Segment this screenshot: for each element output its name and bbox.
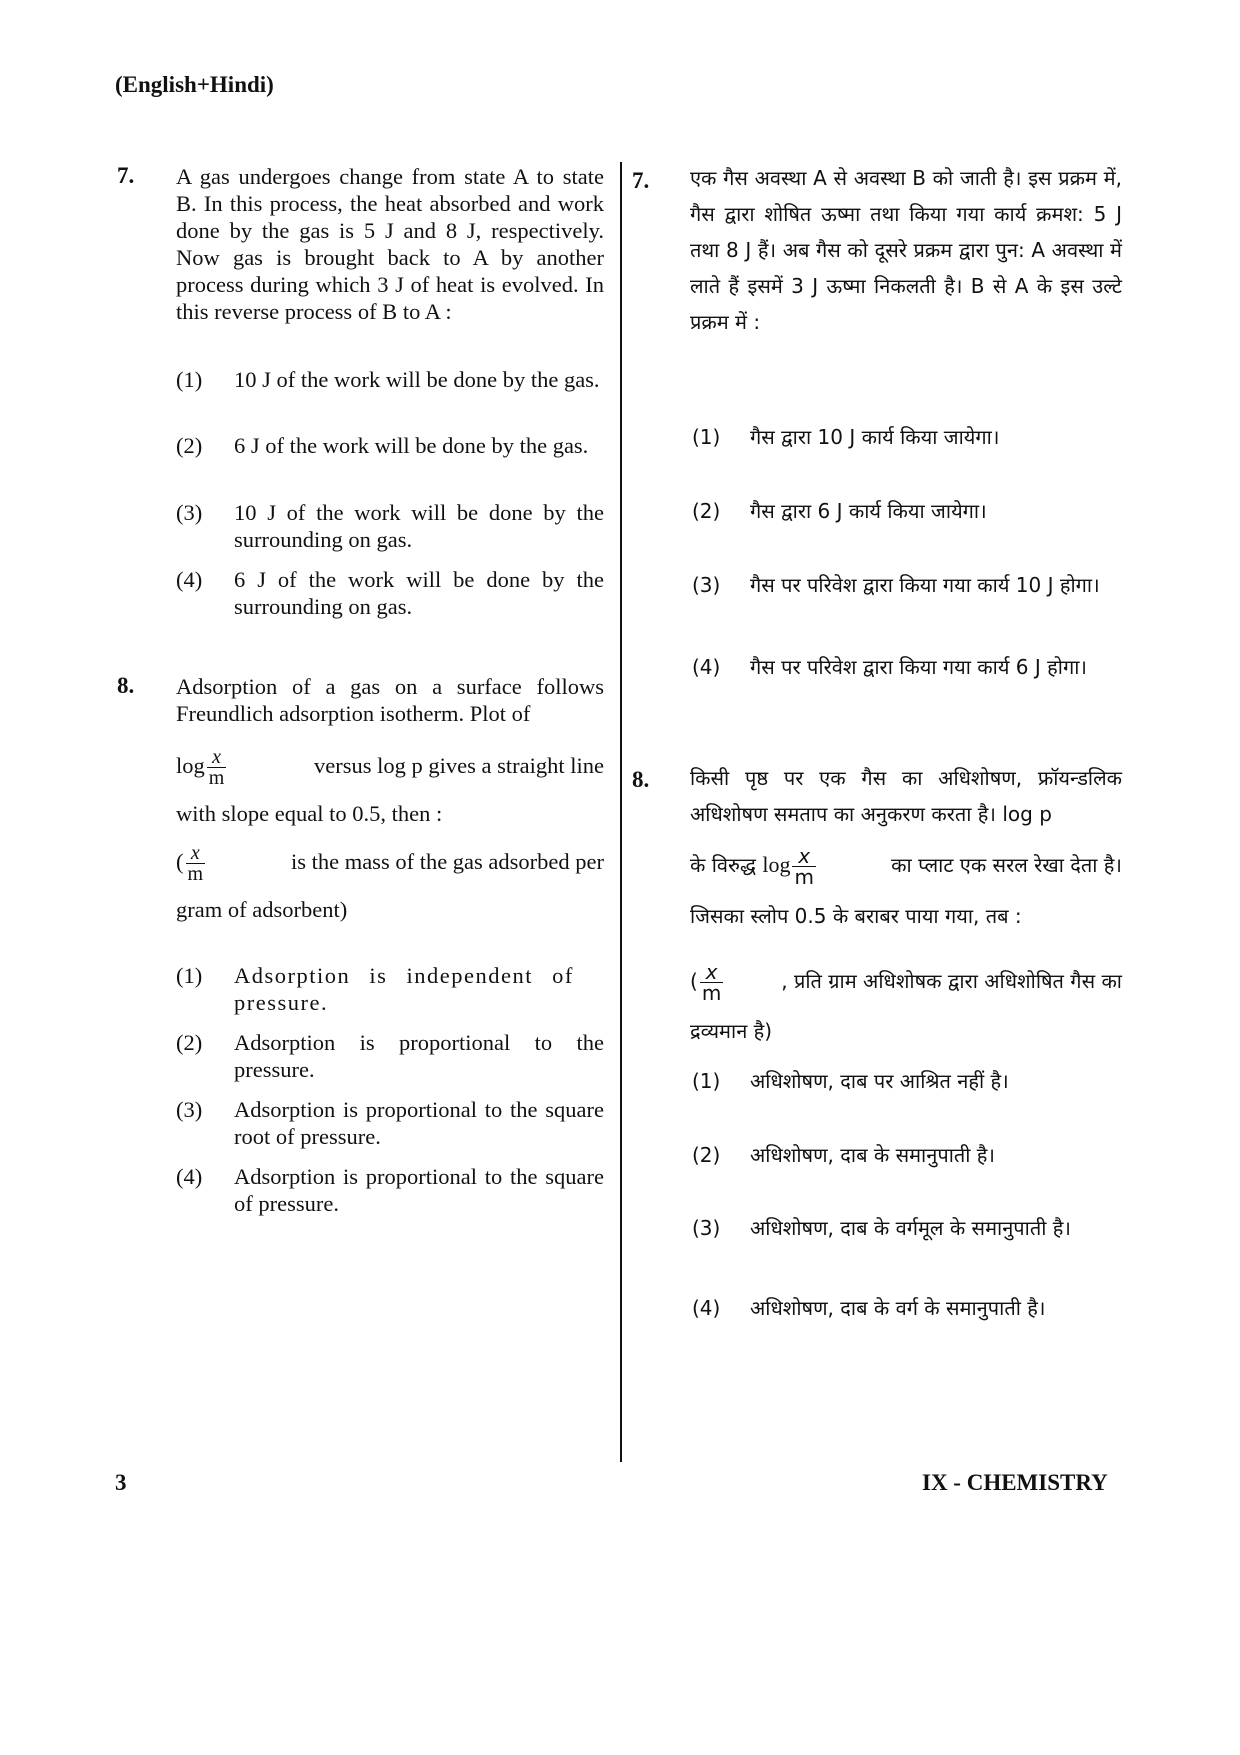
hi-q8-note-frac-denominator: m — [701, 981, 722, 1005]
hi-q7-option-1-text: गैस द्वारा 10 J कार्य किया जायेगा। — [750, 425, 1000, 449]
en-q8-note-frac-denominator: m — [187, 863, 204, 886]
en-q7-option-1-text: 10 J of the work will be done by the gas. — [234, 367, 600, 392]
en-q7-option-2-number: (2) — [176, 433, 203, 458]
en-q7-option-3-number: (3) — [176, 500, 203, 525]
en-q7-number: 7. — [117, 163, 135, 188]
hi-q8-note-text-end: द्रव्यमान है) — [690, 1019, 773, 1043]
hi-q7-option-2-text: गैस द्वारा 6 J कार्य किया जायेगा। — [750, 499, 987, 523]
hi-q7-option-4-text: गैस पर परिवेश द्वारा किया गया कार्य 6 J होगा। — [750, 655, 1087, 679]
hi-q8-plot-text: का प्लाट एक सरल रेखा देता है। — [891, 853, 1122, 877]
en-q8-slope-text: with slope equal to 0.5, then : — [176, 801, 443, 826]
en-q8-option-4-text: Adsorption is proportional to the square of pressure. — [234, 1164, 604, 1216]
en-q7-option-3-text: 10 J of the work will be done by the surrounding on gas. — [234, 500, 604, 552]
hi-q7-number: 7. — [632, 168, 650, 193]
en-q7-option-4-number: (4) — [176, 567, 203, 592]
hi-q8-option-3-number: (3) — [692, 1216, 721, 1240]
en-q8-text: Adsorption of a gas on a surface follows Freundlich adsorption isotherm. Plot of — [176, 674, 604, 726]
hi-q8-slope-text: जिसका स्लोप 0.5 के बराबर पाया गया, तब : — [690, 904, 1022, 928]
hi-q8-option-2-number: (2) — [692, 1143, 721, 1167]
hi-q8-note-paren: ( — [690, 969, 698, 993]
hi-q8-against-text: के विरुद्ध — [690, 853, 756, 877]
en-q8-option-3-text: Adsorption is proportional to the square root of pressure. — [234, 1097, 604, 1149]
hi-q7-option-3-number: (3) — [692, 573, 721, 597]
hi-q8-log-label: log — [762, 852, 791, 877]
en-q8-plot-line — [176, 742, 604, 790]
hi-q8-option-4-text: अधिशोषण, दाब के वर्ग के समानुपाती है। — [750, 1296, 1046, 1320]
en-q8-plot-text: versus log p gives a straight line — [314, 753, 604, 778]
column-divider — [620, 162, 622, 1462]
page-number: 3 — [115, 1470, 127, 1495]
en-q8-note-frac-numerator: x — [190, 842, 200, 865]
en-q8-option-2-number: (2) — [176, 1030, 203, 1055]
hi-q8-fraction — [792, 846, 815, 887]
hi-q7-option-3-text: गैस पर परिवेश द्वारा किया गया कार्य 10 J होगा। — [750, 573, 1100, 597]
en-q8-log-label: log — [176, 753, 205, 778]
hi-q8-option-2-text: अधिशोषण, दाब के समानुपाती है। — [750, 1143, 996, 1167]
en-q8-note-paren: ( — [176, 849, 184, 874]
en-q8-frac-denominator: m — [208, 767, 225, 790]
en-q8-note-fraction — [186, 843, 206, 884]
hi-q8-frac-denominator: m — [794, 865, 814, 889]
en-q7-option-1-number: (1) — [176, 367, 203, 392]
hi-q8-frac-numerator: x — [798, 844, 811, 868]
en-q8-option-4-number: (4) — [176, 1164, 203, 1189]
en-q7-text: A gas undergoes change from state A to state B. In this process, the heat absorbed and work done by the gas is 5 J and 8 J, respectively. Now gas is brought back to A by another process during which 3 J of heat is evolved. In this reverse process of B to A : — [176, 164, 604, 324]
en-q8-note-text-end: gram of adsorbent) — [176, 897, 348, 922]
hi-q8-option-4-number: (4) — [692, 1296, 721, 1320]
hi-q8-text: किसी पृष्ठ पर एक गैस का अधिशोषण, फ्रॉयन्डलिक अधिशोषण समताप का अनुकरण करता है। log p — [690, 766, 1122, 826]
en-q8-option-2-text: Adsorption is proportional to the pressure. — [234, 1030, 604, 1082]
en-q7-option-4-text: 6 J of the work will be done by the surrounding on gas. — [234, 567, 604, 619]
hi-q7-text: एक गैस अवस्था A से अवस्था B को जाती है। इस प्रक्रम में, गैस द्वारा शोषित ऊष्मा तथा किया गया कार्य क्रमश: 5 J तथा 8 J हैं। अब गैस को दूसरे प्रक्रम द्वारा पुन: A अवस्था में लाते हैं इसमें 3 J ऊष्मा निकलती है। B से A के इस उल्टे प्रक्रम में : — [690, 166, 1122, 334]
hi-q8-number: 8. — [632, 767, 650, 792]
en-q8-option-1-text: Adsorption is independent of pressure. — [234, 963, 574, 1015]
hi-q8-note-frac-numerator: x — [705, 960, 718, 984]
en-q8-option-3-number: (3) — [176, 1097, 203, 1122]
hi-q8-option-1-text: अधिशोषण, दाब पर आश्रित नहीं है। — [750, 1069, 1009, 1093]
en-q7-option-2-text: 6 J of the work will be done by the gas. — [234, 433, 589, 458]
hi-q8-option-1-number: (1) — [692, 1069, 721, 1093]
en-q8-fraction — [207, 747, 227, 788]
hi-q7-option-1-number: (1) — [692, 425, 721, 449]
hi-q7-option-2-number: (2) — [692, 499, 721, 523]
hi-q8-note-fraction — [700, 962, 723, 1003]
hi-q8-note-text: , प्रति ग्राम अधिशोषक द्वारा अधिशोषित गैस का — [781, 969, 1122, 993]
en-q8-number: 8. — [117, 673, 135, 698]
page-header: (English+Hindi) — [115, 72, 274, 97]
hi-q8-plot-line — [690, 840, 1122, 890]
hi-q8-option-3-text: अधिशोषण, दाब के वर्गमूल के समानुपाती है। — [750, 1216, 1071, 1240]
en-q8-note-text: is the mass of the gas adsorbed per — [290, 849, 604, 874]
hi-q8-note-line — [690, 956, 1122, 1006]
subject-label: IX - CHEMISTRY — [922, 1470, 1108, 1495]
en-q8-option-1-number: (1) — [176, 963, 203, 988]
en-q8-note-line — [176, 838, 604, 886]
en-q8-frac-numerator: x — [212, 746, 221, 769]
hi-q7-option-4-number: (4) — [692, 655, 721, 679]
